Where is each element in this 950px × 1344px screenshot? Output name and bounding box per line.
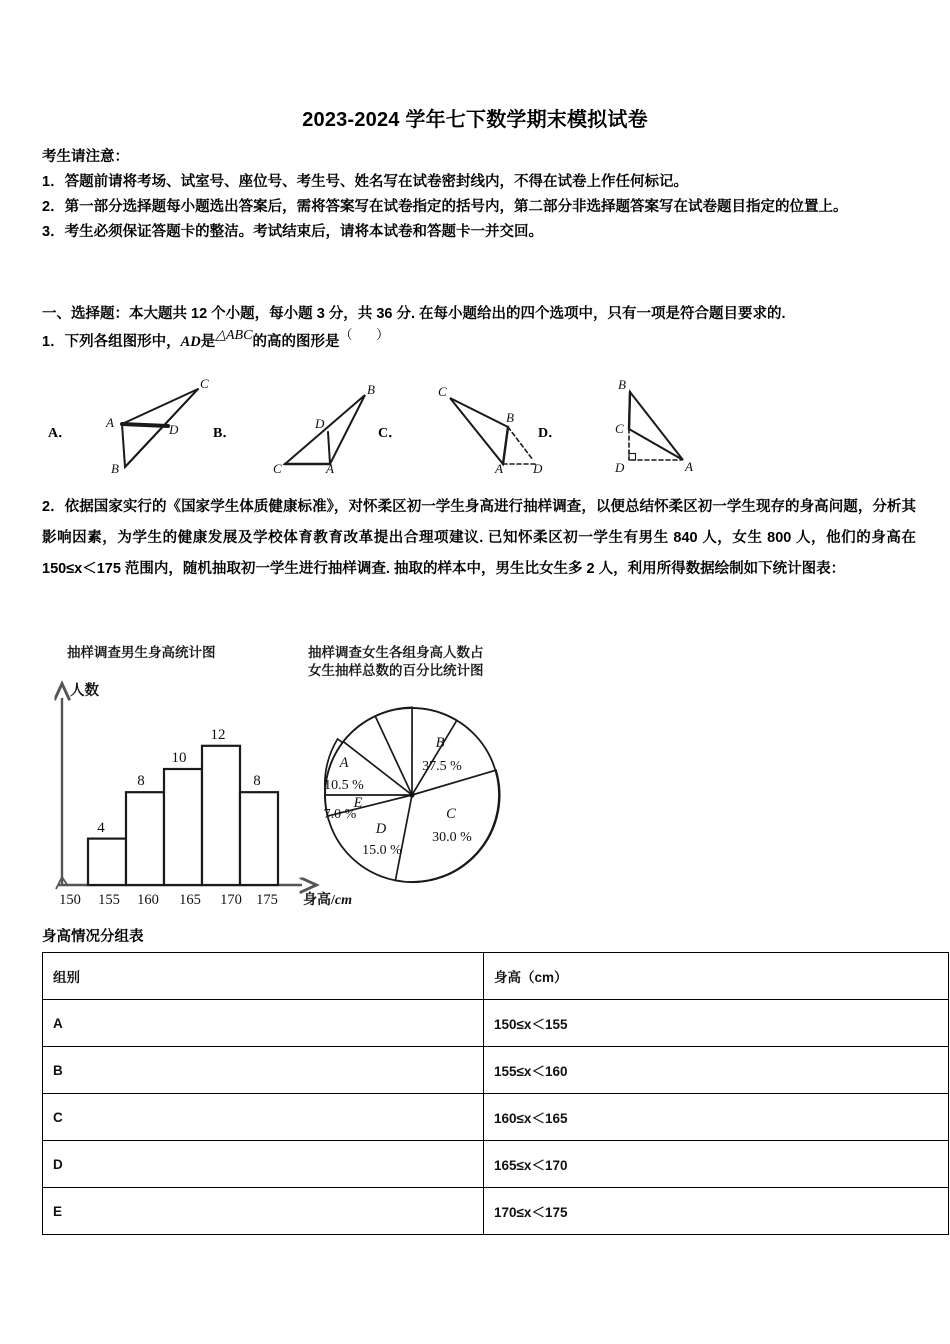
pie-label-B: B <box>435 735 445 751</box>
height-group-table <box>42 952 949 1235</box>
notice-item-3: 3．考生必须保证答题卡的整洁。考试结束后，请将本试卷和答题卡一并交回。 <box>42 224 544 240</box>
option-c-label-A: A <box>495 461 503 474</box>
question-1-option-figures <box>40 372 920 474</box>
option-a-figure <box>122 389 198 467</box>
table-cell-range-e: 170≤x＜175 <box>484 1188 949 1235</box>
question-1-text-before: 下列各组图形中， <box>64 334 181 350</box>
table-cell-range-a: 150≤x＜155 <box>484 1000 949 1047</box>
bar-chart-bars <box>88 746 278 885</box>
question-2-paragraph: 依据国家实行的《国家学生体质健康标准》，对怀柔区初一学生身高进行抽样调查，以便总结怀柔区初一学生现存的身高问题，分析其影响因素，为学生的健康发展及学校体育教育改革提出合理项建议. 已知怀柔区初一学生有男生 840 人，女生 800 人，他们的身高在 150≤x＜175 范围内，随机抽取初一学生进行抽样调查. 抽取的样本中，男生比女生多 2 人，利用所得数据绘制如下统计图表： <box>42 499 916 577</box>
option-b-letter[interactable]: B． <box>213 426 237 441</box>
option-b-label-C: C <box>273 461 282 474</box>
pie-label-A: A <box>339 755 349 771</box>
pie-label-E: E <box>353 795 363 811</box>
option-d-figure <box>629 392 683 460</box>
option-c-label-C: C <box>438 384 447 399</box>
notice-item-2: 2．第一部分选择题每小题选出答案后，需将答案写在试卷指定的括号内，第二部分非选择题答案写在试卷题目指定的位置上。 <box>42 199 848 215</box>
option-a-label-A: A <box>106 415 114 430</box>
bar-label-3: 12 <box>210 727 226 743</box>
question-1-stem <box>42 327 922 354</box>
bar-xtick-150: 150 <box>59 892 81 908</box>
table-row <box>43 1047 949 1094</box>
group-table-title: 身高情况分组表 <box>42 929 144 945</box>
option-c-figure <box>450 398 535 464</box>
pie-value-A: 10.5 % <box>324 778 364 793</box>
bar-chart-x-axis-label: 身高/cm <box>303 893 352 908</box>
pie-value-D: 15.0 % <box>362 843 402 858</box>
option-c-label-D: D <box>533 461 543 474</box>
option-d-label-D: D <box>615 460 625 474</box>
pie-label-C: C <box>446 806 456 822</box>
pie-label-D: D <box>375 821 387 837</box>
table-cell-group-d: D <box>43 1141 484 1188</box>
table-cell-group-e: E <box>43 1188 484 1235</box>
bar-label-1: 8 <box>137 773 145 789</box>
table-cell-range-d: 165≤x＜170 <box>484 1141 949 1188</box>
option-a-label-B: B <box>111 461 119 474</box>
bar-label-4: 8 <box>253 773 261 789</box>
candidate-notice <box>42 145 910 245</box>
table-cell-group-b: B <box>43 1047 484 1094</box>
bar-160-165 <box>164 769 202 885</box>
bar-xtick-170: 170 <box>220 892 242 908</box>
question-1-text-mid: 是 <box>200 334 216 350</box>
option-a-label-D: D <box>169 422 179 437</box>
option-d-label-A: A <box>685 459 693 474</box>
bar-chart-title: 抽样调查男生身高统计图 <box>67 645 216 660</box>
option-d-letter[interactable]: D． <box>538 426 563 441</box>
pie-value-C: 30.0 % <box>432 830 472 845</box>
option-b-label-A: A <box>326 461 334 474</box>
bar-xtick-165: 165 <box>179 892 201 908</box>
bar-xtick-160: 160 <box>137 892 159 908</box>
bar-label-2: 10 <box>171 750 187 766</box>
table-row <box>43 1188 949 1235</box>
bar-chart-y-axis-label: 人数 <box>70 683 99 699</box>
question-2-number: 2． <box>42 499 65 515</box>
statistics-figures <box>40 638 600 908</box>
page-title: 2023-2024 学年七下数学期末模拟试卷 <box>302 109 648 131</box>
bar-xtick-155: 155 <box>98 892 120 908</box>
question-2-stem <box>42 492 916 585</box>
option-d-label-C: C <box>615 421 624 436</box>
bar-155-160 <box>126 792 164 885</box>
bar-150-155 <box>88 839 126 885</box>
table-cell-range-c: 160≤x＜165 <box>484 1094 949 1141</box>
option-figures-svg <box>40 372 920 474</box>
table-cell-group-a: A <box>43 1000 484 1047</box>
table-row <box>43 1141 949 1188</box>
option-c-label-B: B <box>506 410 514 425</box>
question-1-number: 1． <box>42 334 65 350</box>
table-row <box>43 1000 949 1047</box>
pie-value-E: 7.0 % <box>323 807 357 822</box>
question-1-triangle-abc: △ABC <box>215 328 253 343</box>
option-b-label-D: D <box>315 416 325 431</box>
table-header-row <box>43 953 949 1000</box>
bar-xtick-175: 175 <box>256 892 278 908</box>
pie-centre-dot <box>409 792 414 797</box>
pie-chart-title-line2: 女生抽样总数的百分比统计图 <box>308 663 484 678</box>
pie-value-B: 37.5 % <box>422 759 462 774</box>
notice-heading: 考生请注意： <box>42 149 129 165</box>
table-header-height: 身高（cm） <box>484 953 949 1000</box>
bar-170-175 <box>240 792 278 885</box>
table-row <box>43 1094 949 1141</box>
bar-165-170 <box>202 746 240 885</box>
female-height-pie-chart <box>312 690 542 905</box>
bar-chart-x-tick-labels <box>59 892 278 908</box>
table-cell-range-b: 155≤x＜160 <box>484 1047 949 1094</box>
question-1-text-after: 的高的图形是 <box>252 334 340 350</box>
option-a-label-C: C <box>200 376 209 391</box>
bar-label-0: 4 <box>97 820 105 836</box>
option-a-letter[interactable]: A． <box>48 426 73 441</box>
option-c-letter[interactable]: C． <box>378 426 403 441</box>
question-1-answer-parenthesis: （ ） <box>339 327 400 342</box>
question-1-variable-ad: AD <box>180 334 201 350</box>
option-b-label-B: B <box>367 382 375 397</box>
notice-item-1: 1．答题前请将考场、试室号、座位号、考生号、姓名写在试卷密封线内，不得在试卷上作任何标记。 <box>42 174 689 190</box>
section-one-heading: 一、选择题：本大题共 12 个小题，每小题 3 分，共 36 分. 在每小题给出的四个选项中，只有一项是符合题目要求的. <box>42 306 786 322</box>
pie-chart-title-line1: 抽样调查女生各组身高人数占 <box>308 645 484 660</box>
table-cell-group-c: C <box>43 1094 484 1141</box>
option-d-label-B: B <box>618 377 626 392</box>
option-b-figure <box>285 395 365 464</box>
table-header-group: 组别 <box>43 953 484 1000</box>
